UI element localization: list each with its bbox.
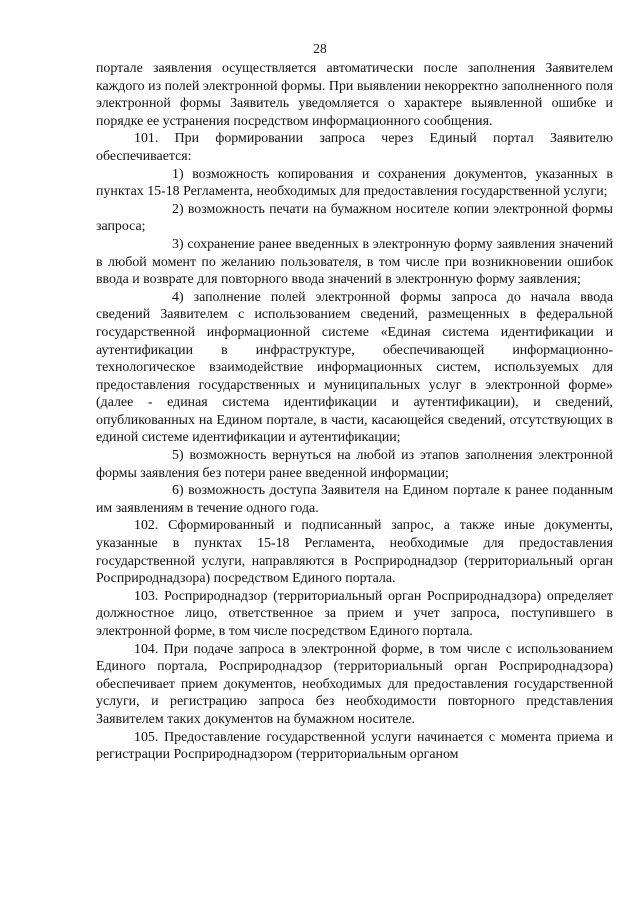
list-item-text: сохранение ранее введенных в электронную форму заявления значений в любой момент по желанию пользователя, в том числе при возникновении ошибок ввода и возврате для повторного ввода значений в электронную форму заявления; bbox=[96, 236, 614, 288]
list-item-number: 2) bbox=[172, 201, 184, 217]
list-item-3 bbox=[96, 236, 613, 289]
paragraph-text: 105. Предоставление государственной услуги начинается с момента приема и регистрации Росприроднадзором (территориальным органом bbox=[96, 729, 613, 763]
paragraph-continuation bbox=[96, 60, 613, 130]
list-item-number: 1) bbox=[172, 166, 184, 182]
list-item-6 bbox=[96, 482, 613, 517]
page-body bbox=[96, 60, 613, 764]
paragraph-text: портале заявления осуществляется автоматически после заполнения Заявителем каждого из полей электронной формы. При выявлении некорректно заполненного поля электронной формы Заявитель уведомляется о характере выявленной ошибке и порядке ее устранения посредством информационного сообщения. bbox=[96, 61, 613, 129]
page-number: 28 bbox=[313, 41, 327, 56]
list-item-number: 6) bbox=[172, 483, 184, 499]
list-item-text: возможность копирования и сохранения документов, указанных в пунктах 15-18 Регламента, необходимых для предоставления государственной услуги; bbox=[96, 166, 613, 200]
list-item-number: 5) bbox=[172, 448, 184, 464]
paragraph-text: 103. Росприроднадзор (территориальный орган Росприроднадзора) определяет должностное лицо, ответственное за прием и учет запроса, поступившего в электронной форме, в том числе посредством Единого портала. bbox=[96, 588, 613, 639]
paragraph-103 bbox=[96, 588, 613, 641]
list-item-text: возможность печати на бумажном носителе копии электронной формы запроса; bbox=[96, 201, 613, 235]
list-item-text: заполнение полей электронной формы запроса до начала ввода сведений Заявителем с использованием сведений, размещенных в федеральной государственной информационной системе «Единая система идентификации и аутентификации в инфраструктуре, обеспечивающей информационно-технологическое взаимодействие информационных систем, используемых для предоставления государственных и муниципальных услуг в электронной форме» (далее - единая система идентификации и аутентификации), и сведений, опубликованных на Едином портале, в части, касающейся сведений, отсутствующих в единой системе идентификации и аутентификации; bbox=[96, 289, 613, 446]
paragraph-101 bbox=[96, 130, 613, 165]
list-item-1 bbox=[96, 166, 613, 201]
list-item-4 bbox=[96, 289, 613, 447]
list-item-number: 3) bbox=[172, 236, 184, 252]
list-item-text: возможность вернуться на любой из этапов заполнения электронной формы заявления без потери ранее введенной информации; bbox=[96, 448, 613, 481]
paragraph-102 bbox=[96, 517, 613, 587]
paragraph-text: 101. При формировании запроса через Единый портал Заявителю обеспечивается: bbox=[96, 131, 613, 164]
list-item-text: возможность доступа Заявителя на Едином портале к ранее поданным им заявлениям в течение одного года. bbox=[96, 483, 613, 516]
list-item-number: 4) bbox=[172, 289, 184, 305]
paragraph-text: 104. При подаче запроса в электронной форме, в том числе с использованием Единого портала, Росприроднадзор (территориальный орган Росприроднадзора) обеспечивает прием документов, необходимых для предоставления государственной услуги, и регистрацию запроса без необходимости повторного представления Заявителем таких документов на бумажном носителе. bbox=[96, 641, 613, 727]
list-item-2 bbox=[96, 201, 613, 236]
list-item-5 bbox=[96, 447, 613, 482]
paragraph-105 bbox=[96, 729, 613, 764]
paragraph-104 bbox=[96, 641, 613, 729]
paragraph-text: 102. Сформированный и подписанный запрос, а также иные документы, указанные в пунктах 15-18 Регламента, необходимые для предоставления государственной услуги, направляются в Росприроднадзор (территориальный орган Росприроднадзора) посредством Единого портала. bbox=[96, 518, 613, 587]
